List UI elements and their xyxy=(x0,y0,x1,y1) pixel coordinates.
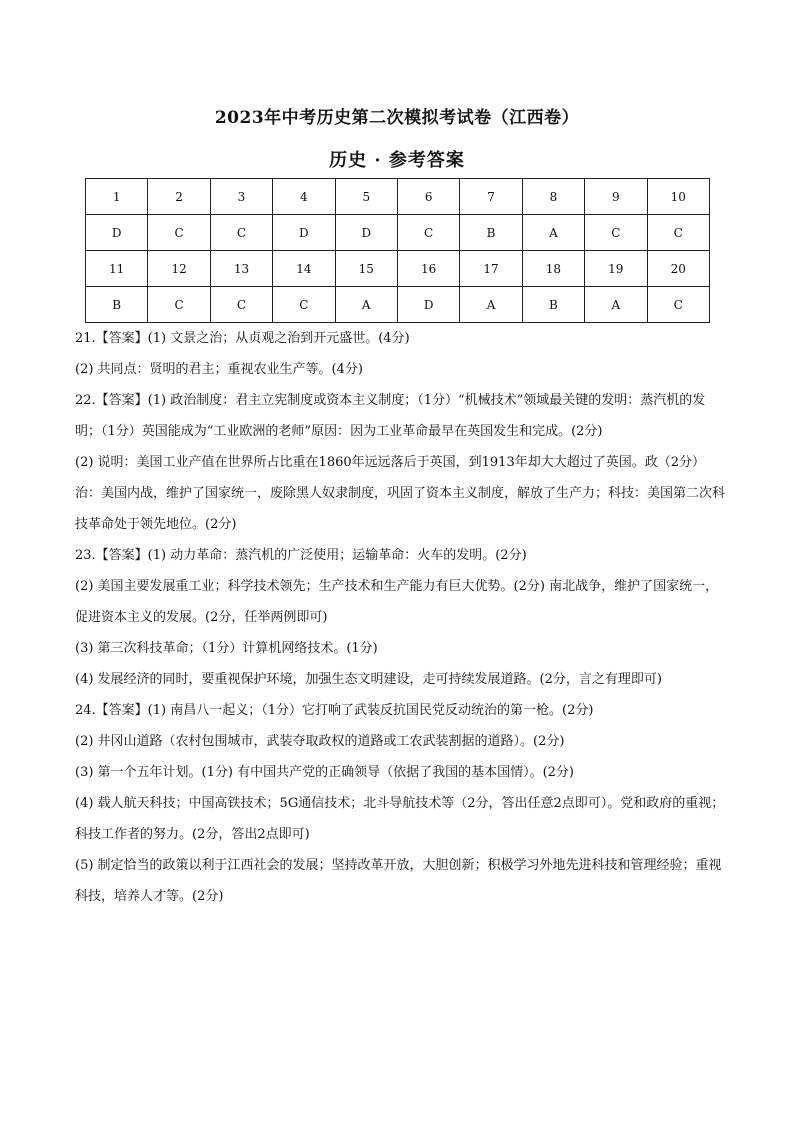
answer-23-part-4: (4) 发展经济的同时，要重视保护环境，加强生态文明建设，走可持续发展道路。(2分，言之有理即可) xyxy=(75,672,662,687)
question-number-cell: 18 xyxy=(522,251,584,287)
answer-24-part-3: (3) 第一个五年计划。(1分) 有中国共产党的正确领导（依据了我国的基本国情）。(2分) xyxy=(75,765,575,780)
answer-23-part-1: 23.【答案】(1) 动力革命：蒸汽机的广泛使用；运输革命：火车的发明。(2分) xyxy=(75,548,527,563)
answer-letter-cell: B xyxy=(460,215,522,251)
answer-24-part-5: (5) 制定恰当的政策以利于江西社会的发展；坚持改革开放，大胆创新；积极学习外地先进科技和管理经验；重视科技，培养人才等。(2分) xyxy=(75,858,722,904)
answer-22-part-1: 22.【答案】(1) 政治制度：君主立宪制度或资本主义制度；（1分）“机械技术”领域最关键的发明：蒸汽机的发明；（1分）英国能成为“工业欧洲的老师”原因：因为工业革命最早在英国发生和完成。(2分) xyxy=(75,393,706,439)
answer-letter-cell: C xyxy=(647,287,709,323)
answer-23-part-2: (2) 美国主要发展重工业；科学技术领先；生产技术和生产能力有巨大优势。(2分) 南北战争，维护了国家统一，促进资本主义的发展。(2分，任举两例即可) xyxy=(75,579,719,625)
answer-21-part-1: 21.【答案】(1) 文景之治；从贞观之治到开元盛世。(4分) xyxy=(75,331,410,346)
question-number-cell: 5 xyxy=(335,179,397,215)
question-number-cell: 15 xyxy=(335,251,397,287)
answer-letter-cell: C xyxy=(397,215,459,251)
answer-letter-cell: C xyxy=(210,287,272,323)
question-number-row xyxy=(86,179,710,215)
question-number-cell: 3 xyxy=(210,179,272,215)
answer-21-part-2: (2) 共同点：贤明的君主；重视农业生产等。(4分) xyxy=(75,362,363,377)
answer-letter-cell: A xyxy=(522,215,584,251)
answer-letter-cell: A xyxy=(585,287,647,323)
answer-letter-cell: A xyxy=(335,287,397,323)
answer-24-part-4: (4) 载人航天科技；中国高铁技术；5G通信技术；北斗导航技术等（2分，答出任意2点即可）。党和政府的重视；科技工作者的努力。(2分，答出2点即可) xyxy=(75,796,725,842)
question-number-row xyxy=(86,251,710,287)
answer-letter-cell: C xyxy=(647,215,709,251)
answer-23-part-3: (3) 第三次科技革命；（1分）计算机网络技术。(1分) xyxy=(75,641,378,656)
answer-body xyxy=(75,323,725,912)
question-number-cell: 14 xyxy=(273,251,335,287)
answer-letter-cell: A xyxy=(460,287,522,323)
answer-letter-row xyxy=(86,287,710,323)
answer-letter-cell: B xyxy=(86,287,148,323)
answer-letter-cell: C xyxy=(585,215,647,251)
question-number-cell: 7 xyxy=(460,179,522,215)
question-number-cell: 13 xyxy=(210,251,272,287)
question-number-cell: 10 xyxy=(647,179,709,215)
answer-letter-cell: D xyxy=(397,287,459,323)
question-number-cell: 2 xyxy=(148,179,210,215)
answer-24-part-1: 24.【答案】(1) 南昌八一起义；（1分）它打响了武装反抗国民党反动统治的第一枪。(2分) xyxy=(75,703,594,718)
answer-letter-cell: D xyxy=(273,215,335,251)
page-subtitle: 历史 · 参考答案 xyxy=(329,150,465,171)
answer-letter-cell: C xyxy=(210,215,272,251)
question-number-cell: 12 xyxy=(148,251,210,287)
question-number-cell: 11 xyxy=(86,251,148,287)
question-number-cell: 9 xyxy=(585,179,647,215)
question-number-cell: 19 xyxy=(585,251,647,287)
question-number-cell: 1 xyxy=(86,179,148,215)
question-number-cell: 20 xyxy=(647,251,709,287)
answer-table xyxy=(85,178,710,323)
answer-letter-cell: D xyxy=(86,215,148,251)
answer-letter-cell: B xyxy=(522,287,584,323)
answer-letter-cell: C xyxy=(148,215,210,251)
question-number-cell: 16 xyxy=(397,251,459,287)
answer-letter-row xyxy=(86,215,710,251)
question-number-cell: 8 xyxy=(522,179,584,215)
answer-letter-cell: C xyxy=(273,287,335,323)
answer-24-part-2: (2) 井冈山道路（农村包围城市，武装夺取政权的道路或工农武装割据的道路）。(2分) xyxy=(75,734,565,749)
answer-letter-cell: D xyxy=(335,215,397,251)
page-title: 2023年中考历史第二次模拟考试卷（江西卷） xyxy=(214,108,580,128)
question-number-cell: 17 xyxy=(460,251,522,287)
answer-letter-cell: C xyxy=(148,287,210,323)
question-number-cell: 6 xyxy=(397,179,459,215)
question-number-cell: 4 xyxy=(273,179,335,215)
answer-22-part-2: (2) 说明：美国工业产值在世界所占比重在1860年远远落后于英国，到1913年却大大超过了英国。政（2分）治：美国内战，维护了国家统一，废除黑人奴隶制度，巩固了资本主义制度，解放了生产力；科技：美国第二次科技革命处于领先地位。(2分) xyxy=(75,455,726,532)
